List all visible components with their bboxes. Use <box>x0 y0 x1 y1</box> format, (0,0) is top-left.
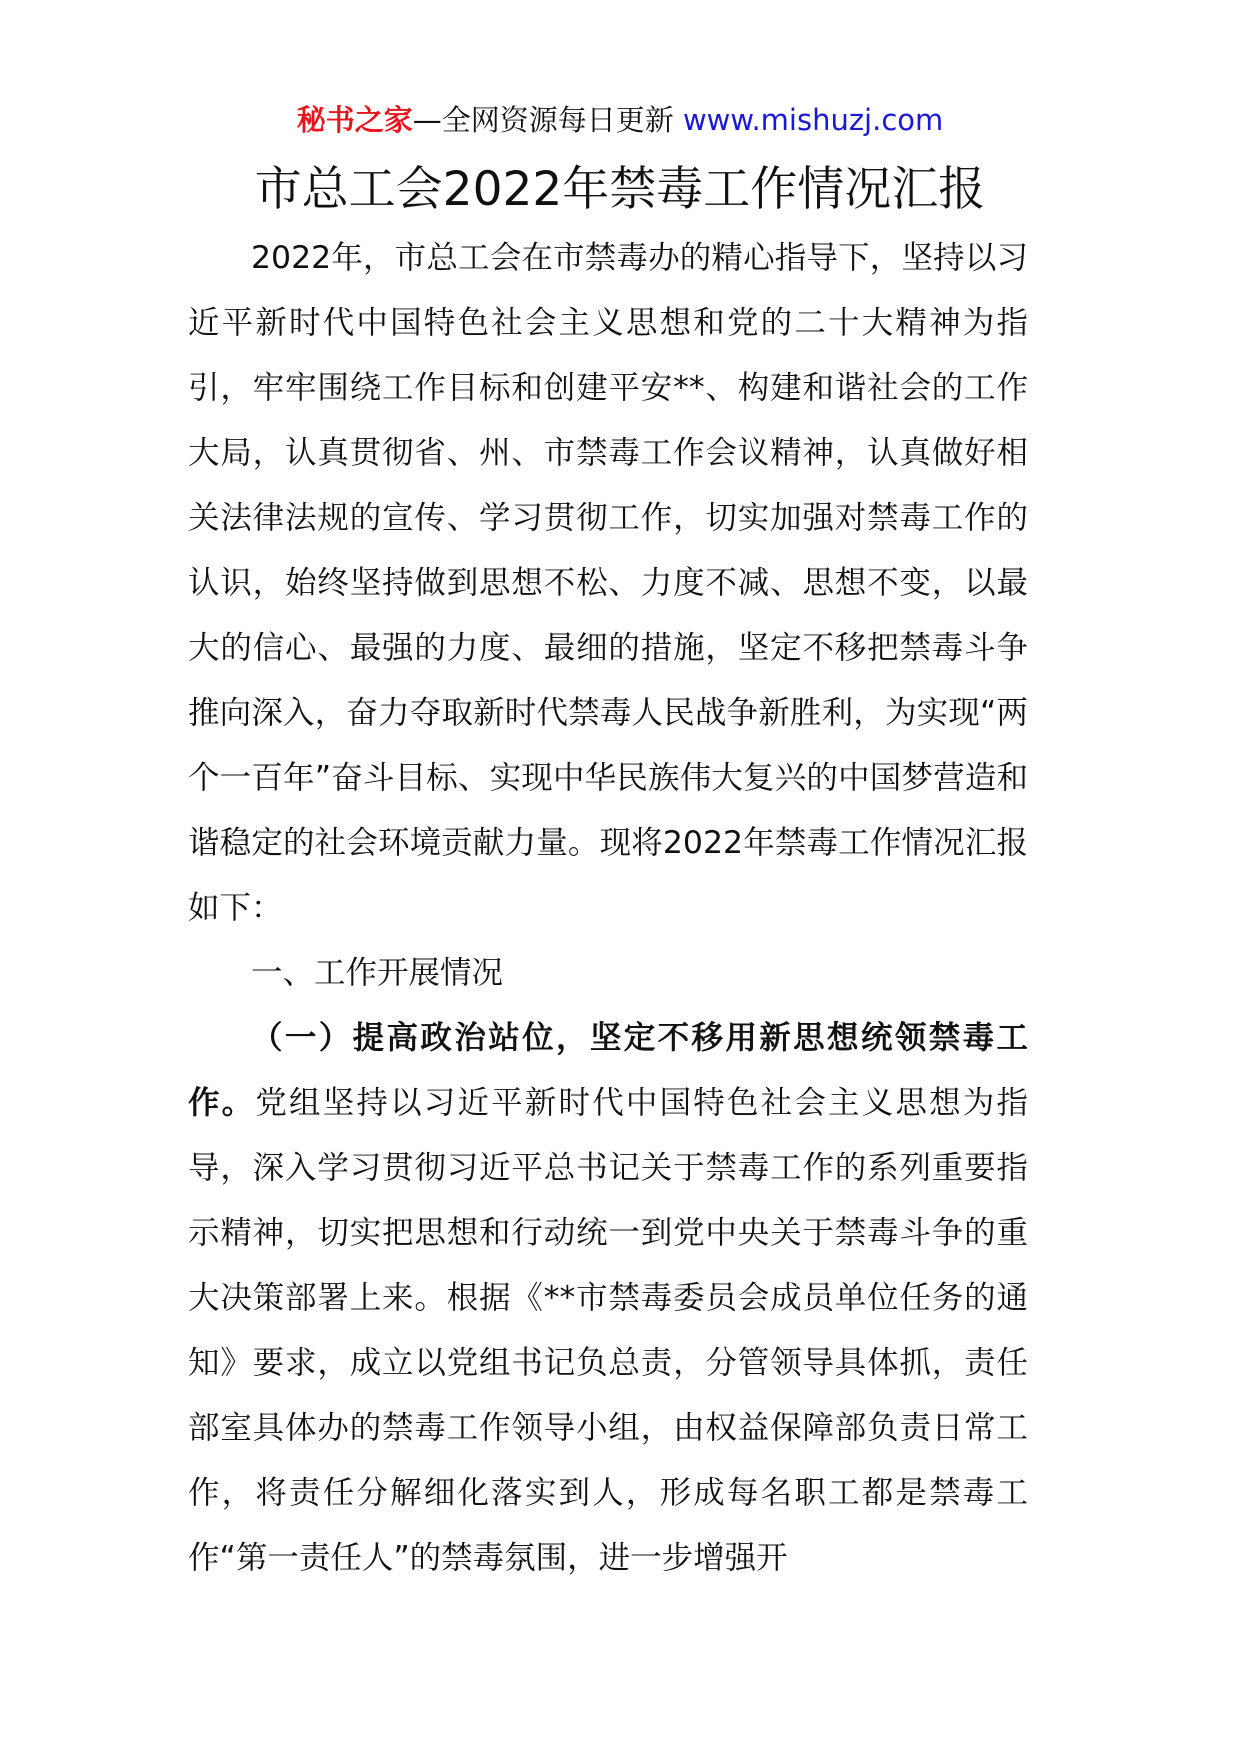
subsection-paragraph <box>188 1006 1028 1591</box>
brand-name: 秘书之家 <box>296 103 413 137</box>
section-heading: 一、工作开展情况 <box>251 955 504 991</box>
intro-paragraph: 2022年，市总工会在市禁毒办的精心指导下，坚持以习近平新时代中国特色社会主义思想和党的二十大精神为指引，牢牢围绕工作目标和创建平安**、构建和谐社会的工作大局，认真贯彻省、州、市禁毒工作会议精神，认真做好相关法律法规的宣传、学习贯彻工作，切实加强对禁毒工作的认识，始终坚持做到思想不松、力度不减、思想不变，以最大的信心、最强的力度、最细的措施，坚定不移把禁毒斗争推向深入，奋力夺取新时代禁毒人民战争新胜利，为实现“两个一百年”奋斗目标、实现中华民族伟大复兴的中国梦营造和谐稳定的社会环境贡献力量。现将2022年禁毒工作情况汇报如下： <box>188 240 1028 926</box>
document-body <box>188 226 1028 1591</box>
header-tagline: —全网资源每日更新 <box>412 103 683 137</box>
site-url-link[interactable]: www.mishuzj.com <box>682 103 944 137</box>
subsection-body: 党组坚持以习近平新时代中国特色社会主义思想为指导，深入学习贯彻习近平总书记关于禁毒工作的系列重要指示精神，切实把思想和行动统一到党中央关于禁毒斗争的重大决策部署上来。根据《**市禁毒委员会成员单位任务的通知》要求，成立以党组书记负总责，分管领导具体抓，责任部室具体办的禁毒工作领导小组，由权益保障部负责日常工作，将责任分解细化落实到人，形成每名职工都是禁毒工作“第一责任人”的禁毒氛围，进一步增强开 <box>188 1085 1028 1576</box>
subsection-lead: （一）提高政治站位，坚定不移用新思想统领禁毒工作。 <box>188 1020 1028 1121</box>
site-header-banner <box>0 100 1240 140</box>
document-title: 市总工会2022年禁毒工作情况汇报 <box>254 162 986 217</box>
